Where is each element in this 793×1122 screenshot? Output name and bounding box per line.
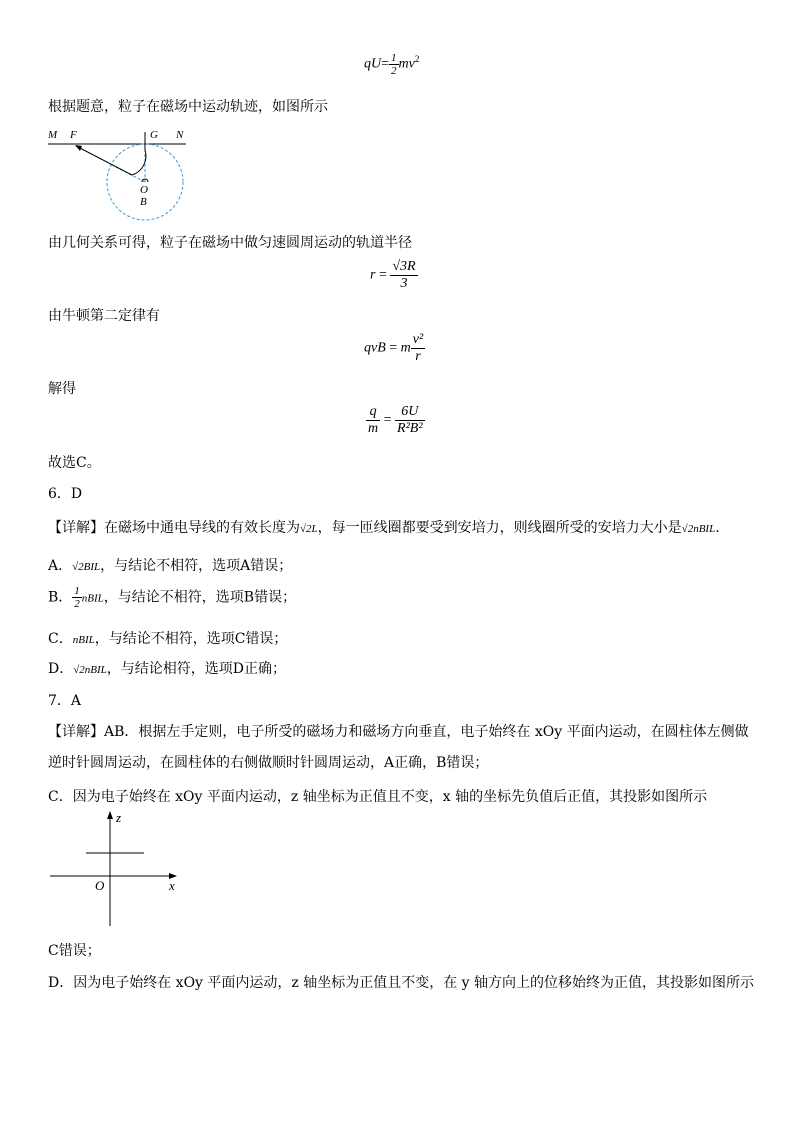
text-geometry: 由几何关系可得，粒子在磁场中做匀速圆周运动的轨道半径 — [48, 235, 412, 251]
label-M: M — [48, 129, 58, 141]
text-solve: 解得 — [48, 381, 76, 397]
eq3-num: v² — [412, 332, 424, 347]
label-z: z — [116, 810, 122, 825]
label-O: O — [140, 184, 148, 196]
text-choose-c: 故选C。 — [48, 455, 101, 471]
q7-option-d: D．因为电子始终在 xOy 平面内运动，z 轴坐标为正值且不变，在 y 轴方向上的位移始终为正值，其投影如图所示 — [48, 975, 755, 991]
q6-option-a — [48, 555, 292, 575]
eq1-left: qU — [364, 56, 382, 72]
q6-optC-label: C． — [48, 631, 73, 647]
eq2-den: 3 — [400, 276, 408, 291]
label-N: N — [176, 129, 184, 141]
q6-option-b — [48, 585, 296, 610]
eq4-equals: = — [383, 412, 392, 428]
q7-heading: 7．A — [48, 693, 82, 709]
text-trajectory: 根据题意，粒子在磁场中运动轨迹，如图所示 — [48, 99, 328, 115]
q6-detail — [48, 517, 720, 537]
label-origin: O — [95, 878, 105, 893]
trajectory-arc — [132, 132, 146, 175]
q6-heading: 6．D — [48, 486, 83, 502]
z-arrow-icon — [107, 811, 113, 819]
q6-detail-force: √2nBIL — [681, 523, 716, 535]
eq1-right: mv — [398, 56, 415, 72]
q6-optB-expr: nBIL — [81, 592, 104, 605]
q6-detail-a: 在磁场中通电导线的有效长度为 — [104, 520, 300, 536]
q6-detail-length: √2L — [300, 523, 318, 535]
q6-detail-label: 【详解】 — [48, 520, 104, 536]
eq4-den: R²B² — [397, 421, 423, 436]
q6-optC-expr: nBIL — [72, 634, 95, 646]
q6-optA-expr: √2BIL — [72, 561, 101, 573]
q6-optB-text: ，与结论不相符，选项B错误； — [103, 589, 297, 606]
eq3-m: m — [400, 340, 411, 356]
eq1-equals: = — [381, 56, 390, 72]
eq1-den: 2 — [391, 65, 397, 77]
q6-detail-end: . — [715, 520, 720, 536]
equation-radius — [370, 259, 418, 292]
eq4-lden: m — [368, 421, 379, 436]
q7-detail-label: 【详解】 — [48, 724, 104, 740]
q6-optA-label: A． — [48, 558, 73, 574]
eq2-left: r — [370, 267, 376, 283]
q6-optA-text: ，与结论不相符，选项A错误； — [100, 558, 293, 574]
label-G: G — [150, 129, 158, 141]
q6-optC-text: ，与结论不相符，选项C错误； — [94, 631, 288, 647]
trajectory-figure — [46, 126, 188, 222]
eq2-fraction — [390, 259, 417, 292]
eq4-lhs-fraction — [366, 404, 380, 437]
text-newton: 由牛顿第二定律有 — [48, 308, 160, 324]
q6-optB-label: B． — [48, 589, 73, 606]
q7-option-c: C．因为电子始终在 xOy 平面内运动，z 轴坐标为正值且不变，x 轴的坐标先负值后正值，其投影如图所示 — [48, 789, 708, 805]
q6-option-c — [48, 628, 287, 648]
q6-option-d — [48, 658, 286, 678]
q7-detail — [48, 721, 749, 741]
projection-figure — [48, 808, 188, 932]
eq3-left: qvB — [364, 340, 386, 356]
q6-optB-fraction — [72, 585, 82, 610]
q7-detail-line1: AB．根据左手定则，电子所受的磁场力和磁场方向垂直，电子始终在 xOy 平面内运动，在圆柱体左侧做 — [104, 724, 749, 740]
equation-energy — [364, 52, 419, 77]
arrow-head-icon — [75, 145, 82, 151]
eq4-lnum: q — [366, 404, 380, 421]
q6-detail-b: ，每一匝线圈都要受到安培力，则线圈所受的安培力大小是 — [317, 520, 682, 536]
q6-optB-den: 2 — [74, 598, 80, 610]
eq1-sup: 2 — [414, 54, 420, 65]
eq2-num: √3R — [392, 259, 416, 274]
label-F: F — [70, 129, 77, 141]
label-B: B — [140, 196, 147, 208]
q6-optB-num: 1 — [74, 585, 80, 597]
q6-optD-text: ，与结论相符，选项D正确； — [106, 661, 287, 677]
eq1-fraction — [389, 52, 399, 77]
eq3-fraction — [411, 332, 425, 365]
eq3-den: r — [415, 349, 421, 364]
label-x: x — [169, 878, 175, 893]
equation-result — [366, 404, 425, 437]
q7-c-result: C错误； — [48, 943, 101, 959]
eq4-rhs-fraction — [395, 404, 425, 437]
eq1-num: 1 — [391, 52, 397, 64]
q6-optD-expr: √2nBIL — [73, 664, 107, 676]
eq4-num: 6U — [395, 404, 425, 421]
eq3-equals: = — [389, 340, 398, 356]
q6-optD-label: D． — [48, 661, 74, 677]
equation-newton — [364, 332, 425, 365]
q7-detail-line2: 逆时针圆周运动，在圆柱体的右侧做顺时针圆周运动，A正确，B错误； — [48, 755, 489, 771]
eq2-equals: = — [378, 267, 387, 283]
